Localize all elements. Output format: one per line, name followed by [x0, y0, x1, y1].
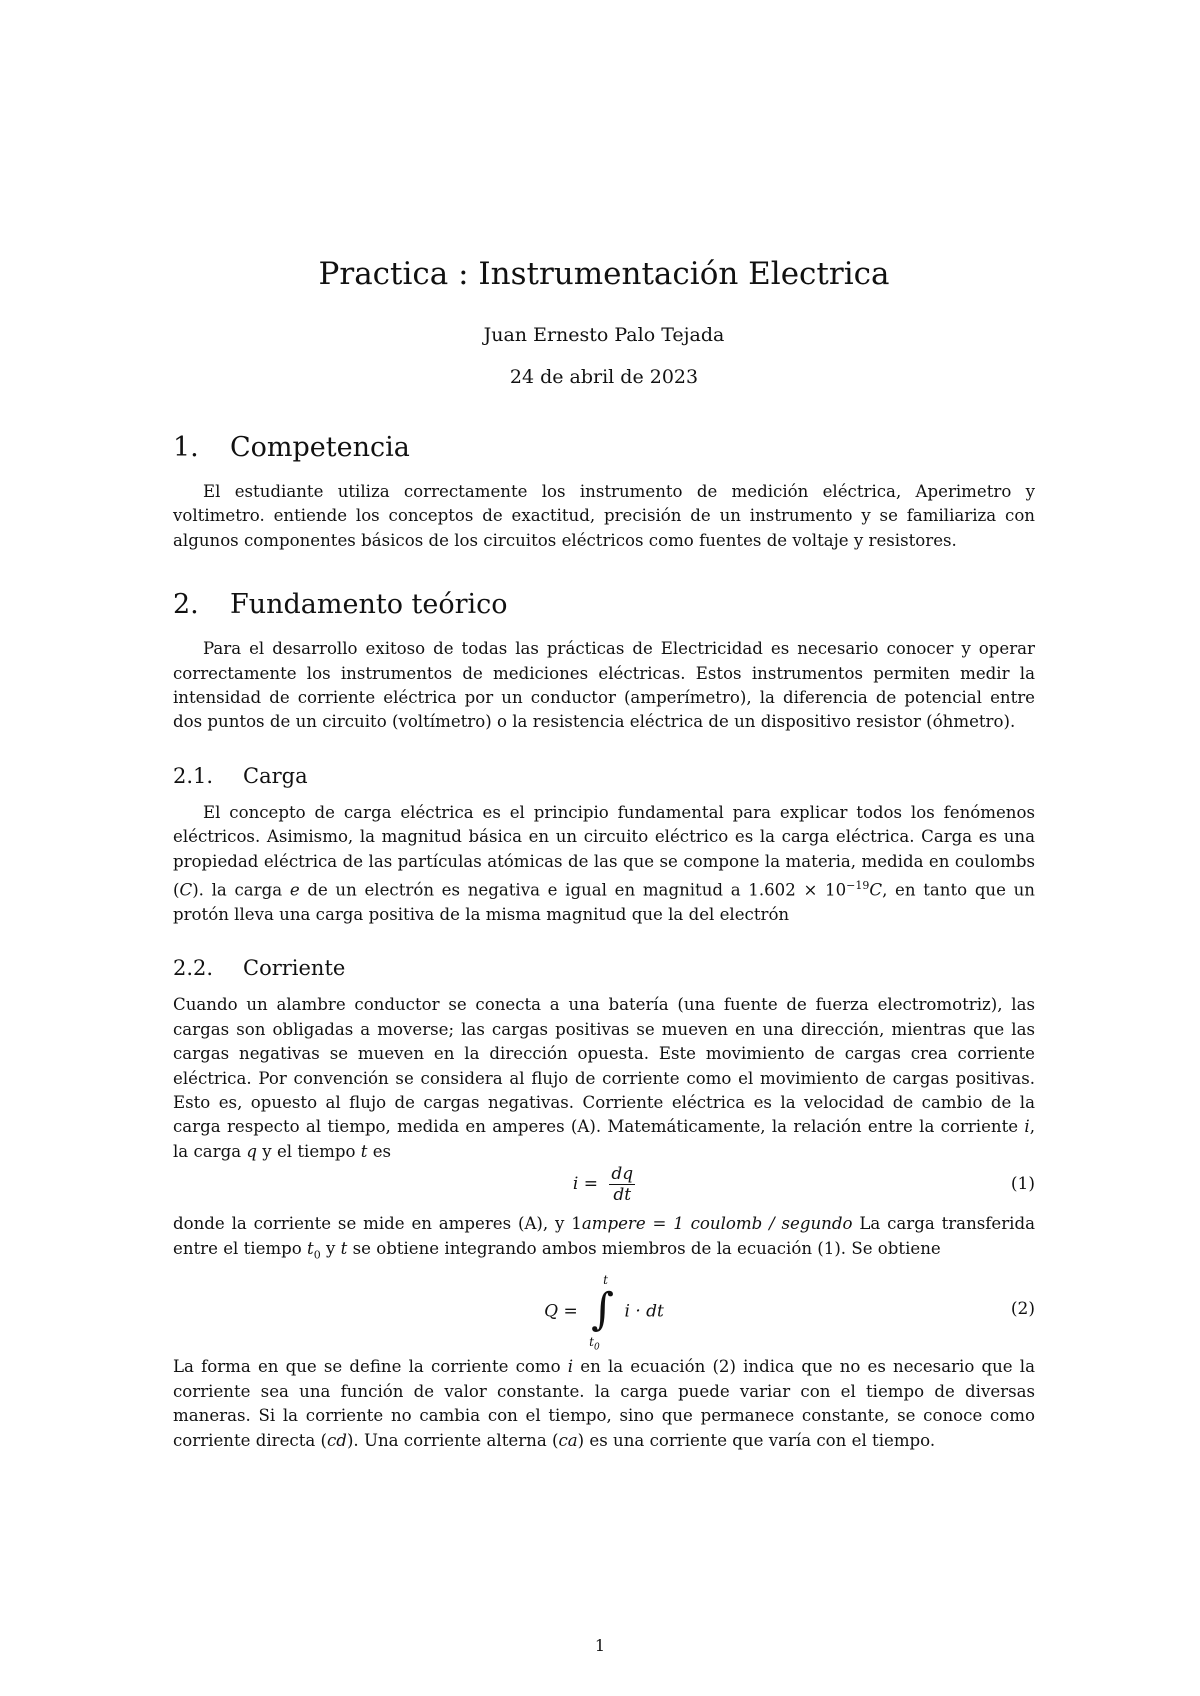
integral-upper-limit: t — [603, 1273, 608, 1288]
paragraph-carga: El concepto de carga eléctrica es el principio fundamental para explicar todos los fenómenos eléctricos. Asimismo, la magnitud básica en un circuito eléctrico es la carga eléctrica. Carga es una propiedad eléctrica de las partículas atómicas de las que se compone la materia, medida en coulombs (C). la carga e de un electrón es negativa e igual en magnitud a $1.602 \times 10^{-19}C$, en tanto que un protón lleva una carga positiva de la misma magnitud que la del electrón — [173, 802, 1035, 924]
subsection-heading-carga — [173, 761, 1035, 791]
subsection-title: Corriente — [243, 956, 346, 981]
paragraph-competencia: El estudiante utiliza correctamente los instrumento de medición eléctrica, Aperimetro y voltimetro. entiende los conceptos de exactitud, precisión de un instrumento y se familiariza con algunos componentes básicos de los circuitos eléctricos como fuentes de voltaje y resistores. — [173, 482, 1035, 550]
fraction — [609, 1164, 635, 1205]
subsection-number: 2.1. — [173, 763, 214, 788]
equation-2 — [173, 1273, 1035, 1353]
document-date: 24 de abril de 2023 — [509, 366, 699, 388]
paragraph-fundamento: Para el desarrollo exitoso de todas las prácticas de Electricidad es necesario conocer y operar correctamente los instrumentos de mediciones eléctricas. Estos instrumentos permiten medir la intensidad de corriente eléctrica por un conductor (amperímetro), la diferencia de potencial entre dos puntos de un circuito (voltímetro) o la resistencia eléctrica de un dispositivo resistor (óhmetro). — [173, 639, 1035, 732]
page-content — [173, 240, 1035, 1453]
subsection-number: 2.2. — [173, 956, 214, 981]
section-title: Competencia — [230, 432, 410, 463]
integrand: i · dt — [624, 1301, 664, 1322]
paragraph-integracion: donde la corriente se mide en amperes (A), y 1ampere = 1 coulomb / segundo La carga transferida entre el tiempo $t_0$ y t se obtiene integrando ambos miembros de la ecuación (1). Se obtiene — [173, 1214, 1035, 1261]
equation-number: (1) — [1010, 1174, 1035, 1195]
fraction-numerator: dq — [611, 1164, 634, 1185]
equation-1 — [173, 1164, 1035, 1208]
paragraph-tipos-corriente: La forma en que se define la corriente como i en la ecuación (2) indica que no es necesario que la corriente sea una función de valor constante. la carga puede variar con el tiempo de diversas maneras. Si la corriente no cambia con el tiempo, sino que permanece constante, se conoce como corriente directa (cd). Una corriente alterna (ca) es una corriente que varía con el tiempo. — [173, 1357, 1035, 1450]
equation-lhs: i = — [572, 1174, 598, 1195]
page-number: 1 — [594, 1636, 606, 1655]
paragraph-corriente: Cuando un alambre conductor se conecta a una batería (una fuente de fuerza electromotriz), las cargas son obligadas a moverse; las cargas positivas se mueven en una dirección, mientras que las cargas negativas se mueven en la dirección opuesta. Este movimiento de cargas crea corriente eléctrica. Por convención se considera al flujo de corriente como el movimiento de cargas positivas. Esto es, opuesto al flujo de cargas negativas. Corriente eléctrica es la velocidad de cambio de la carga respecto al tiempo, medida en amperes (A). Matemáticamente, la relación entre la corriente i, la carga q y el tiempo t es — [173, 995, 1035, 1161]
equation-lhs: Q = — [544, 1301, 578, 1322]
document-title: Practica : Instrumentación Electrica — [318, 256, 890, 292]
subsection-title: Carga — [243, 763, 308, 788]
section-title: Fundamento teórico — [230, 589, 508, 621]
document-author: Juan Ernesto Palo Tejada — [483, 324, 725, 346]
fraction-denominator: dt — [613, 1185, 632, 1206]
subsection-heading-corriente — [173, 953, 1035, 983]
integral-sign: ∫ t $t_0$ — [589, 1273, 615, 1353]
integral-lower-limit: $t_0$ — [589, 1335, 600, 1353]
section-heading-competencia — [173, 430, 1035, 466]
section-number: 1. — [173, 432, 199, 463]
equation-number: (2) — [1010, 1299, 1035, 1320]
section-heading-fundamento — [173, 587, 1035, 623]
section-number: 2. — [173, 589, 199, 621]
